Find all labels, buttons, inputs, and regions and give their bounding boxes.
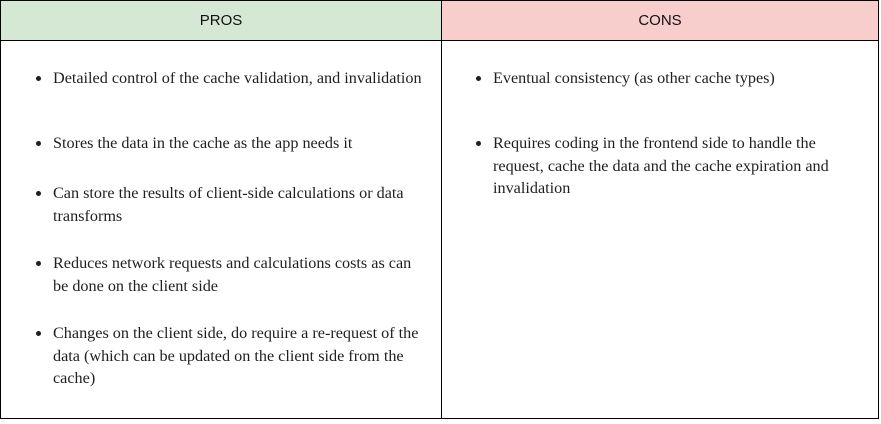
cons-header <box>442 1 878 41</box>
bullet-icon <box>36 76 41 81</box>
bullet-icon <box>36 141 41 146</box>
pros-item-text: Changes on the client side, do require a re-request of the data (which can be updated on the client side from the cache) <box>53 324 419 387</box>
bullet-icon <box>36 331 41 336</box>
bullet-icon <box>476 76 481 81</box>
pros-item-text: Can store the results of client-side calculations or data transforms <box>53 184 404 225</box>
cons-item-requires-coding <box>493 132 864 200</box>
pros-item-reduces-requests <box>53 252 427 297</box>
cons-item-text: Requires coding in the frontend side to handle the request, cache the data and the cache expiration and invalidation <box>493 134 829 197</box>
pros-item-cache-control <box>53 67 427 90</box>
pros-item-text: Reduces network requests and calculations costs as can be done on the client side <box>53 254 412 295</box>
pros-item-client-calculations <box>53 182 427 227</box>
column-divider <box>441 1 442 418</box>
pros-header-label: PROS <box>199 12 243 29</box>
pros-header <box>1 1 441 41</box>
cons-item-eventual-consistency <box>493 67 864 90</box>
cons-item-text: Eventual consistency (as other cache types) <box>493 69 775 87</box>
cons-header-label: CONS <box>638 12 682 29</box>
bullet-icon <box>36 261 41 266</box>
pros-item-stores-data <box>53 132 427 155</box>
bullet-icon <box>476 141 481 146</box>
bullet-icon <box>36 191 41 196</box>
pros-item-client-changes <box>53 322 427 390</box>
pros-item-text: Detailed control of the cache validation, and invalidation <box>53 69 422 87</box>
pros-item-text: Stores the data in the cache as the app needs it <box>53 134 353 152</box>
